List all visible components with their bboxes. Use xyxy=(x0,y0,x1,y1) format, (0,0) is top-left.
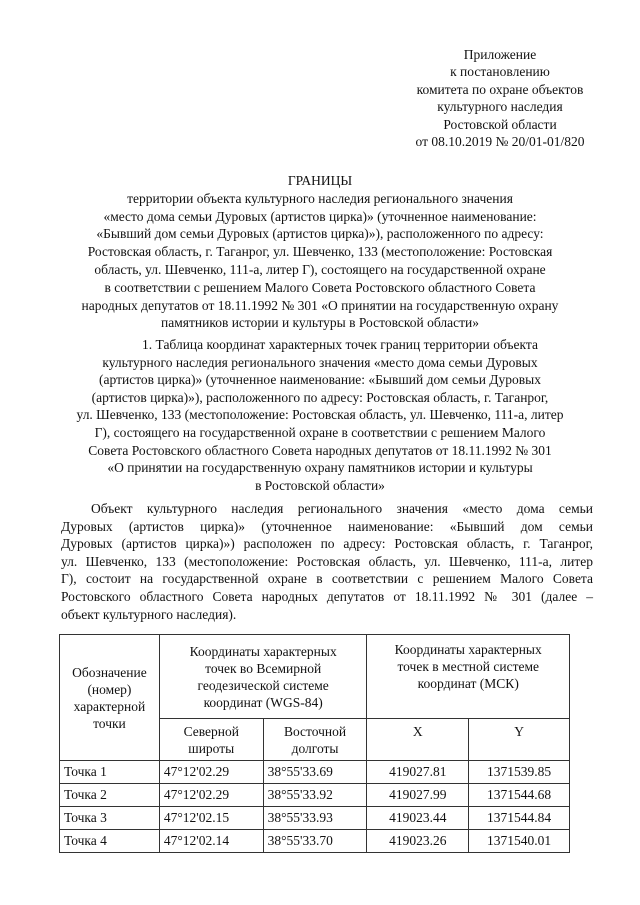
table-header-row xyxy=(60,635,570,719)
appendix-line: Ростовской области xyxy=(443,116,557,132)
heading-line: территории объекта культурного наследия регионального значения xyxy=(127,190,513,206)
body-paragraph xyxy=(61,500,593,623)
heading-line: Ростовская область, г. Таганрог, ул. Шевченко, 133 (местоположение: Ростовская xyxy=(87,244,553,260)
table-row xyxy=(60,830,570,853)
subheader-y: Y xyxy=(469,719,570,761)
cell-lat: 47°12'02.14 xyxy=(159,830,263,853)
cell-point: Точка 1 xyxy=(60,761,160,784)
paragraph-line: Г), состоит на государственной охране в соответствии с решением Малого Совета xyxy=(61,571,593,587)
section-line: Г), состоящего на государственной охране в соответствии с решением Малого xyxy=(94,424,546,440)
cell-lat: 47°12'02.29 xyxy=(159,761,263,784)
paragraph-line: Объект культурного наследия регионального значения «место дома семьи xyxy=(91,501,593,516)
section-line: (артистов цирка)» (уточненное наименование: «Бывший дом семьи Дуровых xyxy=(99,372,541,388)
appendix-line: к постановлению xyxy=(450,64,550,80)
cell-y: 1371539.85 xyxy=(469,761,570,784)
cell-x: 419027.81 xyxy=(367,761,469,784)
section-line: ул. Шевченко, 133 (местоположение: Ростовская область, ул. Шевченко, 111-а, литер xyxy=(76,407,564,423)
cell-y: 1371544.84 xyxy=(469,807,570,830)
cell-x: 419023.26 xyxy=(367,830,469,853)
section-title xyxy=(40,336,600,494)
appendix-line: комитета по охране объектов xyxy=(416,81,584,97)
subheader-x: X xyxy=(367,719,469,761)
appendix-line: от 08.10.2019 № 20/01-01/820 xyxy=(415,134,585,150)
heading-line: народных депутатов от 18.11.1992 № 301 «О принятии на государственную охрану xyxy=(81,297,559,313)
header-wgs: Координаты характерных точек во Всемирной геодезической системе координат (WGS-84) xyxy=(159,635,367,719)
heading-line: «место дома семьи Дуровых (артистов цирка)» (уточненное наименование: xyxy=(103,208,537,224)
appendix-line: культурного наследия xyxy=(437,99,563,115)
table-row xyxy=(60,761,570,784)
heading-line: «Бывший дом семьи Дуровых (артистов цирка)»), расположенного по адресу: xyxy=(96,226,544,242)
paragraph-line: объект культурного наследия). xyxy=(61,606,237,622)
cell-y: 1371544.68 xyxy=(469,784,570,807)
cell-lon: 38°55'33.92 xyxy=(263,784,367,807)
table-row xyxy=(60,784,570,807)
paragraph-line: Дуровых (артистов цирка)») расположен по адресу: Ростовская область, г. Таганрог, xyxy=(61,536,593,552)
section-line: культурного наследия регионального значения «место дома семьи Дуровых xyxy=(102,354,538,370)
subheader-lon: Восточной долготы xyxy=(263,719,367,761)
cell-point: Точка 4 xyxy=(60,830,160,853)
appendix-block xyxy=(380,46,620,150)
paragraph-line: Ростовского областного Совета народных депутатов от 18.11.1992 № 301 (далее – xyxy=(61,588,593,604)
cell-point: Точка 3 xyxy=(60,807,160,830)
coordinates-table xyxy=(59,634,570,853)
header-point: Обозначение (номер) характерной точки xyxy=(60,635,160,761)
paragraph-line: Дуровых (артистов цирка)» (уточненное наименование: «Бывший дом семьи xyxy=(61,518,593,534)
section-line: 1. Таблица координат характерных точек границ территории объекта xyxy=(142,337,538,352)
cell-lon: 38°55'33.69 xyxy=(263,761,367,784)
appendix-line: Приложение xyxy=(463,47,537,62)
cell-point: Точка 2 xyxy=(60,784,160,807)
cell-y: 1371540.01 xyxy=(469,830,570,853)
cell-lon: 38°55'33.93 xyxy=(263,807,367,830)
paragraph-line: ул. Шевченко, 133 (местоположение: Ростовская область, ул. Шевченко, 111-а, литер xyxy=(61,553,593,569)
cell-x: 419023.44 xyxy=(367,807,469,830)
section-line: «О принятии на государственную охрану памятников истории и культуры xyxy=(107,460,533,476)
subheader-lat: Северной широты xyxy=(159,719,263,761)
document-title: ГРАНИЦЫ xyxy=(287,173,353,188)
section-line: (артистов цирка)»), расположенного по адресу: Ростовская область, г. Таганрог, xyxy=(91,389,549,405)
cell-lat: 47°12'02.15 xyxy=(159,807,263,830)
heading-line: в соответствии с решением Малого Совета Ростовского областного Совета xyxy=(104,279,536,295)
header-msk: Координаты характерных точек в местной системе координат (МСК) xyxy=(367,635,570,719)
cell-x: 419027.99 xyxy=(367,784,469,807)
section-line: Совета Ростовского областного Совета народных депутатов от 18.11.1992 № 301 xyxy=(88,442,552,458)
heading-line: область, ул. Шевченко, 111-а, литер Г), состоящего на государственной охране xyxy=(94,261,546,277)
section-line: в Ростовской области» xyxy=(255,477,385,493)
heading-line: памятников истории и культуры в Ростовской области» xyxy=(161,315,479,331)
table-row xyxy=(60,807,570,830)
document-heading xyxy=(40,172,600,332)
cell-lat: 47°12'02.29 xyxy=(159,784,263,807)
cell-lon: 38°55'33.70 xyxy=(263,830,367,853)
